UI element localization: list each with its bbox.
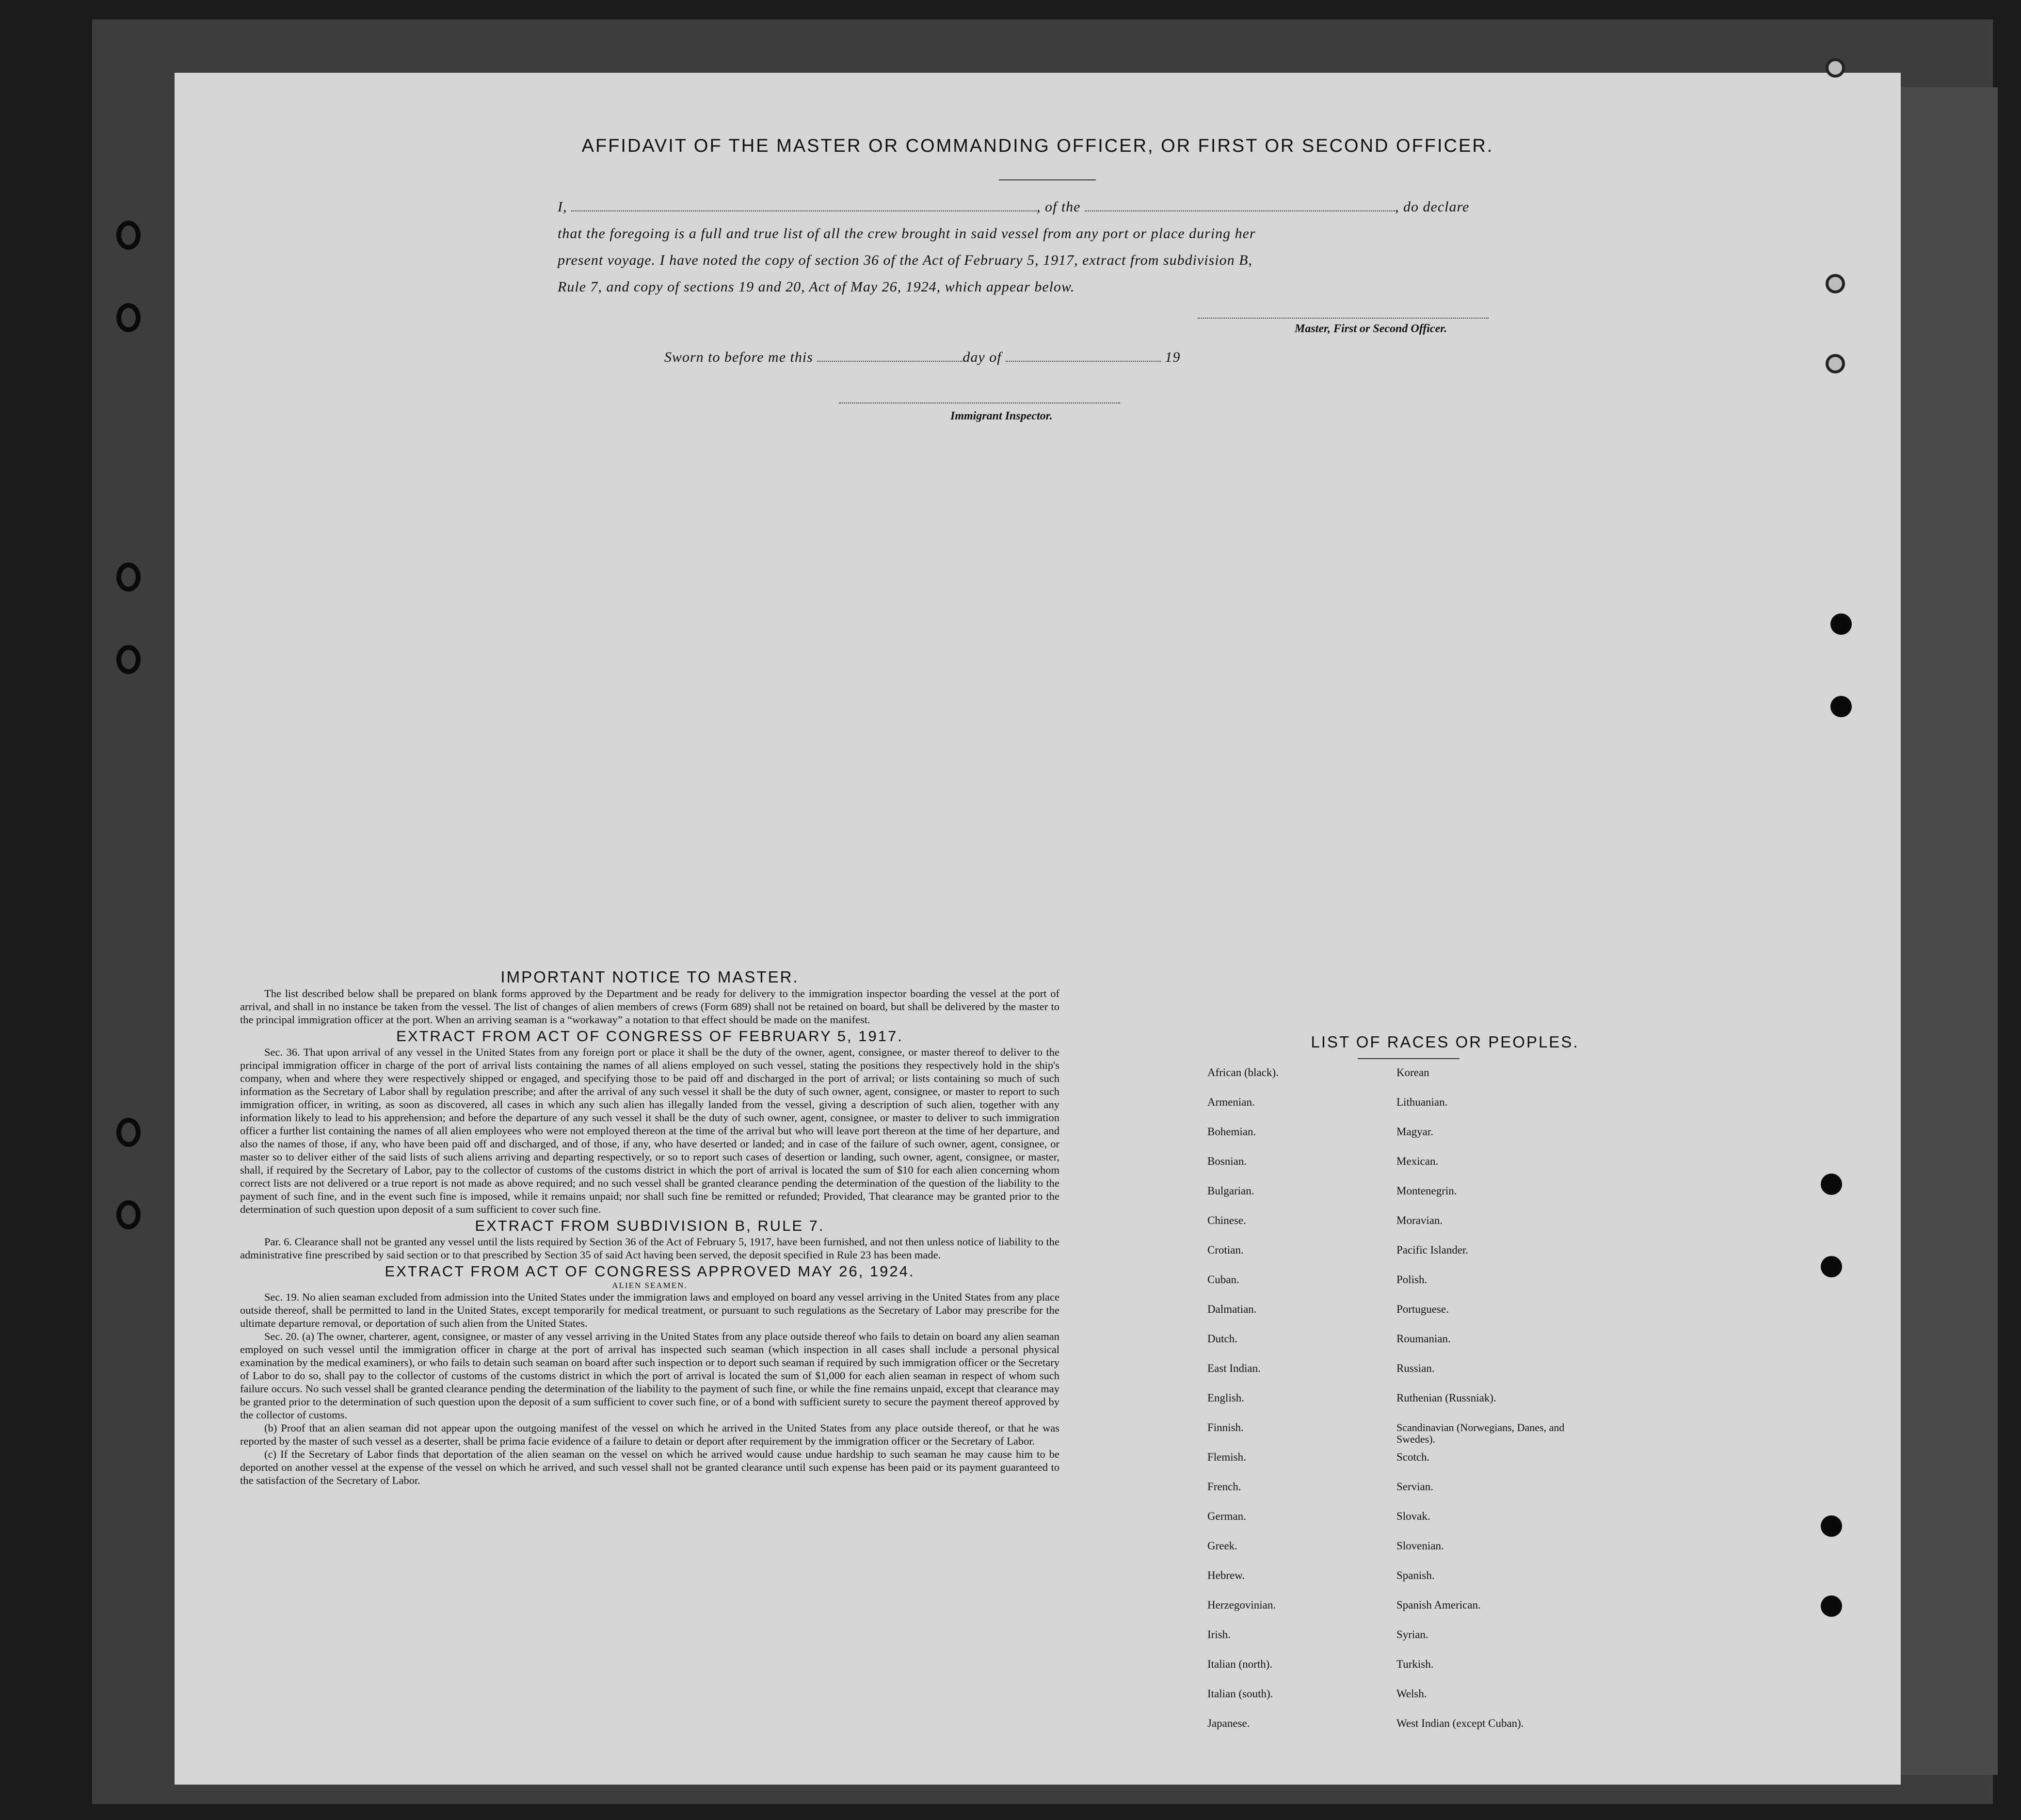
affidavit-text-line: that the foregoing is a full and true list of all the crew brought in said vessel from any port or place during her [558,225,1256,242]
inspector-signature-label: Immigrant Inspector. [950,410,1053,422]
race-item: Spanish American. [1396,1599,1481,1611]
races-title: LIST OF RACES OR PEOPLES. [1311,1033,1579,1051]
race-item: East Indian. [1207,1362,1261,1374]
races-right-column [1396,1067,1687,1747]
race-item: Roumanian. [1396,1333,1451,1345]
section-36-text: Sec. 36. That upon arrival of any vessel in the United States from any foreign port or place it shall be the duty of the owner, agent, consignee, or master thereof to deliver to the principal immigration officer in charge of the port of arrival lists containing the names of all aliens employed on such vessel, stating the positions they respectively hold in the ship's company, when and where they were respectively shipped or engaged, and specifying those to be paid off and discharged in the port of arrival; or lists containing so much of such information as the Secretary of Labor shall by regulation prescribe; and after the arrival of any such vessel it shall be the duty of such owner, agent, consignee, or master to report to such immigration officer, in writing, as soon as discovered, all cases in which any such alien has illegally landed from the vessel, giving a description of such alien, together with any information likely to lead to his apprehension; and before the departure of any such vessel it shall be the duty of such owner, agent, consignee, or master to deliver to such immigration officer a further list containing the names of all alien employees who were not employed thereon at the time of the arrival but who will leave port thereon at the time of her departure, and also the names of those, if any, who have been paid off and discharged, and of those, if any, who have deserted or landed; and in case of the failure of such owner, agent, consignee, or master so to deliver either of the said lists of such aliens arriving and departing respectively, or so to report such cases of desertion or landing, such owner, agent, consignee, or master, shall, if required by the Secretary of Labor, pay to the collector of customs of the customs district in which the port of arrival is located the sum of $10 for each alien concerning whom correct lists are not delivered or a true report is not made as above required; and no such vessel shall be granted clearance pending the determination of the question of the liability to the payment of such fine, and in the event such fine is imposed, while it remains unpaid; nor shall such fine be remitted or refunded; Provided, That clearance may be granted prior to the determination of such question upon deposit of a sum sufficient to cover such fine. [240,1046,1059,1215]
sworn-line [664,349,1634,366]
race-item: Russian. [1396,1362,1435,1374]
master-signature-label: Master, First or Second Officer. [1295,322,1447,335]
race-item: Cuban. [1207,1273,1239,1286]
extract-rule7-title: EXTRACT FROM SUBDIVISION B, RULE 7. [475,1217,825,1234]
title-rule [999,179,1096,180]
race-item: Polish. [1396,1273,1428,1286]
race-item: Korean [1396,1066,1429,1079]
affidavit-text-line: present voyage. I have noted the copy of section 36 of the Act of February 5, 1917, extract from subdivision B, [558,252,1252,268]
race-item: German. [1207,1510,1246,1522]
alien-seamen-heading: ALIEN SEAMEN. [612,1281,688,1290]
extract-1924-title: EXTRACT FROM ACT OF CONGRESS APPROVED MAY 26, 1924. [385,1263,915,1280]
vessel-blank[interactable] [1085,200,1395,211]
name-blank[interactable] [571,200,1037,211]
section-20c-text: (c) If the Secretary of Labor finds that deportation of the alien seaman on the vessel on which he arrived would cause undue hardship to such seaman he may cause him to be deported on another vessel at the expense of the vessel on which he arrived, and such vessel shall not be granted clearance until such expense has been paid or its payment guaranteed to the satisfaction of the Secretary of Labor. [240,1448,1059,1486]
race-item: Ruthenian (Russniak). [1396,1392,1496,1404]
race-item: Pacific Islander. [1396,1244,1469,1256]
punch-hole [1821,1256,1842,1277]
race-item: Bosnian. [1207,1155,1247,1167]
punch-hole [1830,613,1852,635]
race-item: Hebrew. [1207,1569,1245,1581]
race-item: Dalmatian. [1207,1303,1257,1315]
race-item: Servian. [1396,1481,1434,1493]
race-item: Bohemian. [1207,1126,1256,1138]
race-item: Finnish. [1207,1421,1244,1433]
race-item: West Indian (except Cuban). [1396,1717,1524,1729]
race-item: Irish. [1207,1628,1231,1641]
punch-hole [1830,696,1852,717]
notice-intro: The list described below shall be prepared on blank forms approved by the Department and be ready for delivery to the immigration inspector boarding the vessel at the port of arrival, and shall in no instance be taken from the vessel. The list of changes of alien members of crews (Form 689) shall not be retained on board, but shall be delivered by the master to the principal immigration officer at the port. When an arriving seaman is a “workaway” a notation to that effect should be made on the manifest. [240,987,1059,1026]
race-item: African (black). [1207,1066,1279,1079]
declaration-do-declare: , do declare [1395,199,1470,215]
binder-hole [116,645,141,674]
affidavit-text-line: Rule 7, and copy of sections 19 and 20, Act of May 26, 1924, which appear below. [558,279,1075,295]
notice-to-master [240,967,1059,1487]
binder-hole [116,303,141,332]
race-item: Japanese. [1207,1717,1250,1729]
race-item: Lithuanian. [1396,1096,1448,1108]
punch-hole [1821,1595,1842,1617]
affidavit-title: AFFIDAVIT OF THE MASTER OR COMMANDING OFFICER, OR FIRST OR SECOND OFFICER. [581,136,1494,156]
race-item: English. [1207,1392,1245,1404]
punch-hole [1826,354,1845,373]
race-item: Portuguese. [1396,1303,1449,1315]
affidavit-declaration-line [558,199,1527,215]
declaration-of-the: , of the [1037,199,1081,215]
notice-title: IMPORTANT NOTICE TO MASTER. [500,968,799,986]
binder-hole [116,1118,141,1147]
race-item: Montenegrin. [1396,1185,1457,1197]
master-signature-line[interactable] [1198,318,1489,319]
race-item: Flemish. [1207,1451,1246,1463]
race-item: Welsh. [1396,1688,1427,1700]
race-item: Turkish. [1396,1658,1434,1670]
race-item: Moravian. [1396,1214,1443,1226]
section-20a-text: Sec. 20. (a) The owner, charterer, agent, consignee, or master of any vessel arriving in the United States from any place outside thereof who fails to detain on board any alien seaman employed on such vessel until the immigration officer in charge at the port of arrival has inspected such seaman (which inspection in all cases shall include a personal physical examination by the medical examiners), or who fails to detain such seaman on board after such inspection or to deport such seaman if required by such immigration officer or the Secretary of Labor to do so, shall pay to the collector of customs of the customs district in which the port of arrival is located the sum of $1,000 for each alien seaman in respect of whom such failure occurs. No such vessel shall be granted clearance pending the determination of the liability to the payment of such fine, or while the fine remains unpaid, except that clearance may be granted prior to the determination of such question upon the deposit of a sum sufficient to cover such fine, or of a bond with sufficient surety to secure the payment thereof approved by the collector of customs. [240,1330,1059,1421]
punch-hole [1821,1174,1842,1195]
race-item: Slovak. [1396,1510,1430,1522]
race-item: Italian (north). [1207,1658,1273,1670]
binder-hole [116,563,141,592]
race-item: Scotch. [1396,1451,1430,1463]
race-item: Herzegovinian. [1207,1599,1276,1611]
sworn-year: 19 [1165,349,1181,365]
race-item: Crotian. [1207,1244,1244,1256]
section-19-text: Sec. 19. No alien seaman excluded from admission into the United States under the immigration laws and employed on board any vessel arriving in the United States from any place outside thereof, shall be permitted to land in the United States, except temporarily for medical treatment, or pursuant to such regulations as the Secretary of Labor may prescribe for the ultimate departure removal, or deportation of such alien from the United States. [240,1291,1059,1329]
sworn-day-of: day of [962,349,1002,365]
race-item: Armenian. [1207,1096,1255,1108]
extract-1917-title: EXTRACT FROM ACT OF CONGRESS OF FEBRUARY 5, 1917. [396,1028,903,1045]
race-item: Greek. [1207,1540,1237,1552]
section-20b-text: (b) Proof that an alien seaman did not appear upon the outgoing manifest of the vessel on which he arrived in the United States from any place outside thereof, or that he was reported by the master of such vessel as a deserter, shall be prima facie evidence of a failure to detain or deport after requirement by the immigration officer or the Secretary of Labor. [240,1422,1059,1447]
declaration-i: I, [558,199,567,215]
race-item: Dutch. [1207,1333,1237,1345]
race-item: Syrian. [1396,1628,1428,1641]
punch-hole [1826,58,1845,78]
race-item: Magyar. [1396,1126,1434,1138]
binder-hole [116,221,141,250]
sworn-day-blank[interactable] [817,350,962,362]
punch-hole [1821,1515,1842,1537]
race-item: French. [1207,1481,1241,1493]
race-item: Scandinavian (Norwegians, Danes, and Swedes). [1396,1421,1565,1445]
races-title-rule [1358,1058,1460,1059]
race-item: Bulgarian. [1207,1185,1254,1197]
sworn-text: Sworn to before me this [664,349,813,365]
race-item: Mexican. [1396,1155,1439,1167]
sworn-month-blank[interactable] [1006,350,1161,362]
race-item: Spanish. [1396,1569,1435,1581]
binder-hole [116,1200,141,1229]
race-item: Slovenian. [1396,1540,1444,1552]
race-item: Chinese. [1207,1214,1246,1226]
paragraph-6-text: Par. 6. Clearance shall not be granted any vessel until the lists required by Section 36 of the Act of February 5, 1917, have been furnished, and not then unless notice of liability to the administrative fine prescribed by said section or to that prescribed by Section 35 of said Act having been served, the deposit specified in Rule 23 has been made. [240,1236,1059,1261]
document-page [175,73,1901,1785]
punch-hole [1826,274,1845,293]
race-item: Italian (south). [1207,1688,1273,1700]
